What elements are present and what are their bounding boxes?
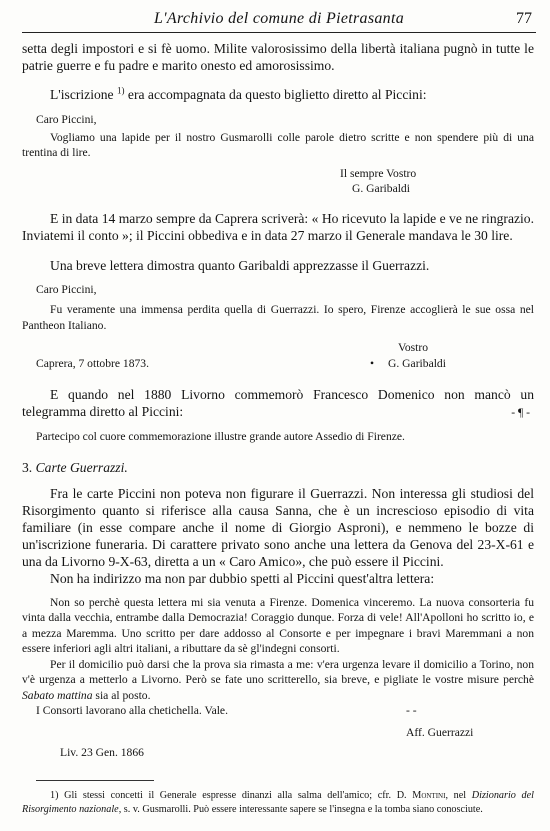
letter3-mark: - -	[406, 704, 417, 717]
letter3-paragraph-2-start: Per il domicilio può darsi che la prova sia rimasta a me: v'era urgenza levare il domicilio a Torino, non v'è urgenza a metterlo a Livorno. Però se fate uno scritterello, sia breve, e pigliate le vostre misure perchè	[22, 657, 534, 686]
letter3-paragraph-1: Non so perchè questa lettera mi sia venuta a Firenze. Domenica vinceremo. La nuova consorteria fu vinta dalla vecchia, entrambe dalla Democrazia! Coraggio dunque. Forza di vele! All'Apolloni ho scritto io, e a mezza Maremma. Uno scritto per dare addosso al Consorte e per impegnare i bravi Maremmani a non essere inferiori agli altri italiani, a ributtare da sè gl'indegni consorti.	[22, 595, 534, 655]
letter3-paragraph-3: I Consorti lavorano alla chetichella. Vale.	[36, 704, 228, 717]
footnote-author: Montini	[412, 790, 446, 801]
letter2-bullet: •	[370, 356, 375, 370]
telegram-text: Partecipo col cuore commemorazione illustre grande autore Assedio di Firenze.	[36, 430, 405, 443]
running-title: L'Archivio del comune di Pietrasanta	[153, 10, 405, 27]
paragraph-livorno: E quando nel 1880 Livorno commemorò Francesco Domenico non mancò un telegramma diretto al Piccini:	[22, 386, 534, 419]
footnote	[22, 789, 534, 816]
paragraph-carte-guerrazzi: Fra le carte Piccini non poteva non figurare il Guerrazzi. Non interessa gli studiosi del Risorgimento quanto si riferisce alla causa Sanna, che è un increscioso episodio di vita familiare (in esse compare anche il nome di Giorgio Asproni), e nemmeno le bozze di un'iscrizione funeraria. Di carattere privato sono anche una lettera da Genova del 23-X-61 e una da Livorno 9-X-63, diretta a un « Caro Amico», che può essere il Piccini.	[22, 485, 534, 569]
footnote-text-c: , s. v. Gusmarolli. Può essere interessante sapere se l'insegna e la tomba siano conosciute.	[118, 803, 483, 815]
letter1-body: Vogliamo una lapide per il nostro Gusmarolli colle parole dietro scritte e non spendere più di una trentina di lire.	[22, 130, 534, 159]
paragraph-1: setta degli impostori e si fè uomo. Milite valorosissimo della libertà italiana pugnò in tutte le patrie guerre e fu padre e marito onesto ed amorosissimo.	[22, 41, 534, 73]
letter2-body: Fu veramente una immensa perdita quella di Guerrazzi. Io spero, Firenze accoglierà le sue ossa nel Pantheon Italiano.	[22, 303, 534, 332]
page-number: 77	[516, 10, 532, 27]
paragraph-indirizzo: Non ha indirizzo ma non par dubbio spetti al Piccini quest'altra lettera:	[50, 570, 435, 586]
letter3-paragraph-2	[22, 657, 534, 704]
footnote-text-a: Gli stessi concetti il Generale espresse dinanzi alla salma dell'amico; cfr. D.	[64, 790, 413, 801]
footnote-rule	[36, 780, 154, 781]
page-header	[22, 8, 536, 33]
letter3-paragraph-2-end: sia al posto.	[92, 688, 151, 702]
section-3-number: 3.	[22, 459, 33, 475]
paragraph-caprera: E in data 14 marzo sempre da Caprera scriverà: « Ho ricevuto la lapide e ve ne ringrazio. Inviatemi il conto »; il Piccini obbediva e in data 27 marzo il Generale mandava le 30 lire.	[22, 210, 534, 243]
letter2-place-date: Caprera, 7 ottobre 1873.	[36, 356, 150, 370]
letter2-closing: Vostro	[398, 341, 429, 354]
footnote-reference: 1)	[117, 85, 125, 96]
section-3-heading	[22, 459, 534, 476]
letter3-emphasis: Sabato mattina	[22, 688, 93, 702]
letter1-closing: Il sempre Vostro	[340, 166, 417, 180]
letter2-signature: G. Garibaldi	[388, 356, 446, 370]
letter3-paragraph-3-row	[22, 703, 534, 719]
letter3-signature: Aff. Guerrazzi	[406, 726, 474, 739]
footnote-marker: 1)	[50, 790, 59, 801]
paragraph-iscrizione-start: L'iscrizione	[50, 87, 114, 102]
paragraph-livorno-mark: - ¶ -	[511, 405, 530, 419]
page-body	[22, 40, 534, 816]
paragraph-iscrizione-end: era accompagnata da questo biglietto diretto al Piccini:	[124, 87, 427, 102]
letter2-footer	[22, 356, 534, 373]
letter3-place-date: Liv. 23 Gen. 1866	[60, 745, 144, 759]
section-3-title: Carte Guerrazzi.	[35, 459, 128, 475]
paragraph-iscrizione	[22, 86, 534, 103]
letter1-signature: G. Garibaldi	[352, 182, 410, 195]
letter2-greeting: Caro Piccini,	[36, 282, 97, 296]
footnote-text-b: , nel	[445, 790, 472, 801]
paragraph-guerrazzi-intro: Una breve lettera dimostra quanto Garibaldi apprezzasse il Guerrazzi.	[50, 257, 430, 273]
footnote-work: Dizionario del Risorgimento nazionale	[22, 790, 535, 815]
letter1-greeting: Caro Piccini,	[36, 113, 97, 126]
